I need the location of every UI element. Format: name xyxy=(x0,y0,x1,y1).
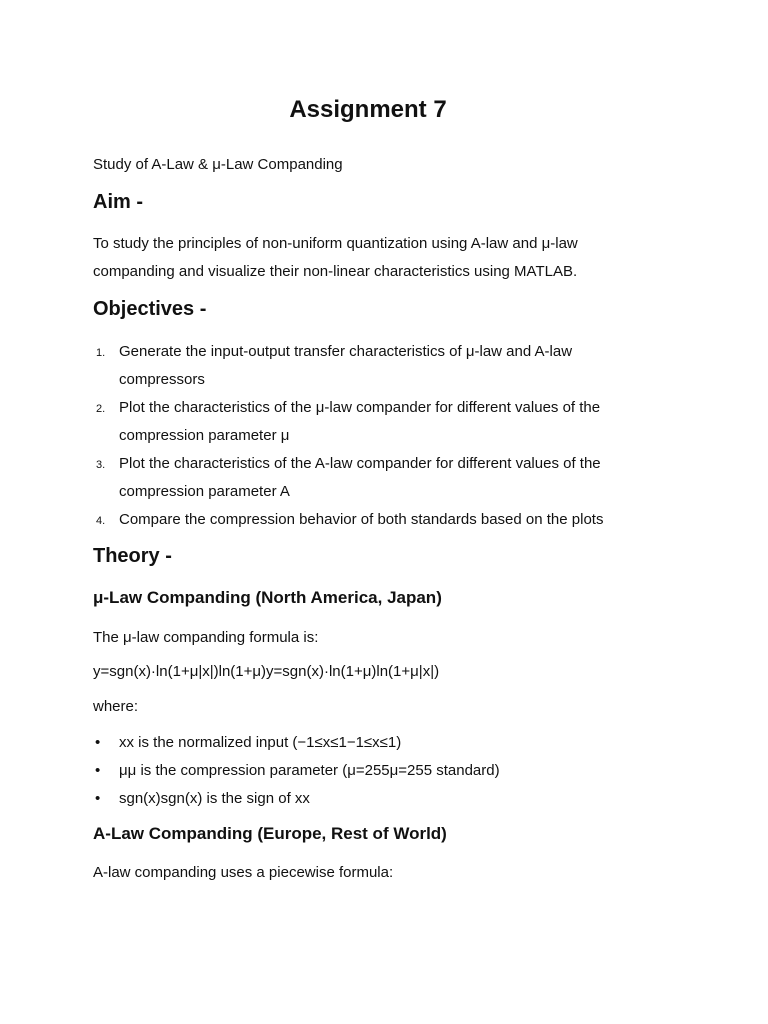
objectives-heading: Objectives - xyxy=(93,298,207,320)
list-item-number: 4. xyxy=(96,515,106,527)
list-item xyxy=(93,506,683,534)
list-item xyxy=(93,785,683,813)
bullet-icon: • xyxy=(95,734,101,751)
mulaw-where: where: xyxy=(93,698,139,715)
list-item-line: compression parameter μ xyxy=(119,427,290,444)
list-item-text: sgn(x)sgn(x) is the sign of xx xyxy=(119,790,310,807)
list-item xyxy=(93,394,683,450)
bullet-icon: • xyxy=(95,762,101,779)
list-item-text: xx is the normalized input (−1≤x≤1−1≤x≤1) xyxy=(119,734,402,751)
list-item-line: Compare the compression behavior of both standards based on the plots xyxy=(119,511,604,528)
objectives-list xyxy=(93,338,683,534)
aim-heading: Aim - xyxy=(93,191,143,213)
alaw-intro: A-law companding uses a piecewise formula: xyxy=(93,864,394,881)
list-item-line: compressors xyxy=(119,371,205,388)
mulaw-formula: y=sgn(x)·ln(1+μ|x|)ln(1+μ)y=sgn(x)·ln(1+μ)ln(1+μ|x|) xyxy=(93,663,440,680)
bullet-icon: • xyxy=(95,790,101,807)
list-item-line: Plot the characteristics of the μ-law compander for different values of the xyxy=(119,399,601,416)
list-item-text: μμ is the compression parameter (μ=255μ=255 standard) xyxy=(119,762,500,779)
list-item-line: compression parameter A xyxy=(119,483,290,500)
aim-line-2: companding and visualize their non-linear characteristics using MATLAB. xyxy=(93,263,578,280)
mulaw-definitions-list xyxy=(93,729,683,813)
list-item-number: 3. xyxy=(96,459,106,471)
aim-paragraph xyxy=(93,230,668,286)
alaw-heading: A-Law Companding (Europe, Rest of World) xyxy=(93,824,447,843)
list-item xyxy=(93,450,683,506)
list-item xyxy=(93,729,683,757)
mulaw-intro: The μ-law companding formula is: xyxy=(93,629,319,646)
theory-heading: Theory - xyxy=(93,545,172,567)
page-title: Assignment 7 xyxy=(289,96,447,123)
aim-line-1: To study the principles of non-uniform quantization using A-law and μ-law xyxy=(93,235,578,252)
list-item xyxy=(93,757,683,785)
list-item-line: Plot the characteristics of the A-law compander for different values of the xyxy=(119,455,601,472)
list-item-number: 1. xyxy=(96,347,106,359)
list-item-line: Generate the input-output transfer characteristics of μ-law and A-law xyxy=(119,343,573,360)
document-subtitle: Study of A-Law & μ-Law Companding xyxy=(93,156,343,173)
mulaw-heading: μ-Law Companding (North America, Japan) xyxy=(93,588,442,607)
list-item-number: 2. xyxy=(96,403,106,415)
list-item xyxy=(93,338,683,394)
